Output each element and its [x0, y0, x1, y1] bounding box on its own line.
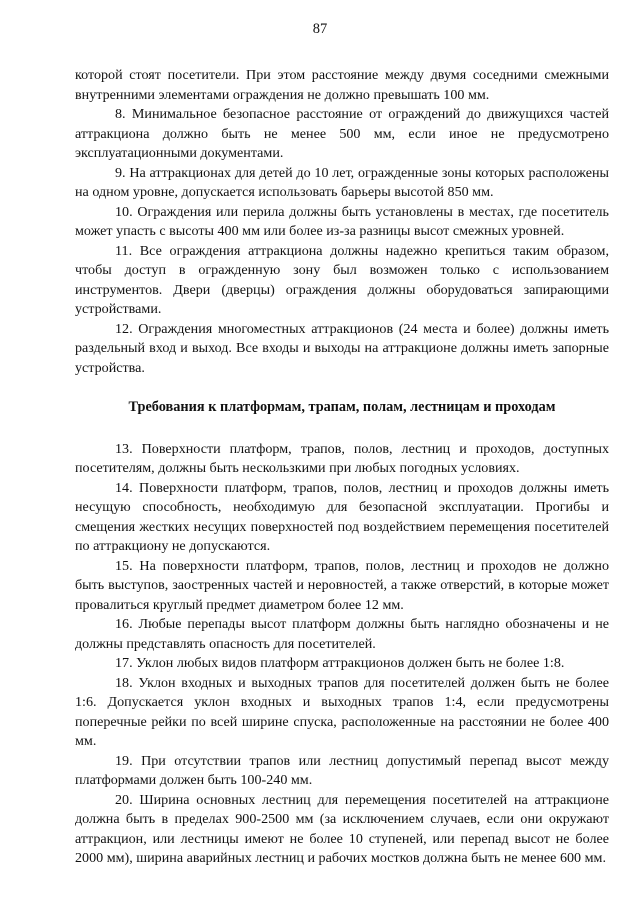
paragraph-item-16: 16. Любые перепады высот платформ должны быть наглядно обозначены и не должны представлять опасность для посетителей. — [75, 616, 609, 652]
paragraph-item-15: 15. На поверхности платформ, трапов, полов, лестниц и проходов не должно быть выступов, заостренных частей и неровностей, а также отверстий, в которые может провалиться круглый предмет диаметром более 12 мм. — [75, 557, 609, 613]
paragraph-item-12: 12. Ограждения многоместных аттракционов (24 места и более) должны иметь раздельный вход и выход. Все входы и выходы на аттракционе должны иметь запорные устройства. — [75, 320, 609, 376]
paragraph-item-9: 9. На аттракционах для детей до 10 лет, огражденные зоны которых расположены на одном уровне, допускается использовать барьеры высотой 850 мм. — [75, 164, 609, 200]
paragraph-item-14: 14. Поверхности платформ, трапов, полов, лестниц и проходов должны иметь несущую способность, необходимую для безопасной эксплуатации. Прогибы и смещения жестких несущих поверхностей под воздействием перемещения посетителей по аттракциону не допускаются. — [75, 479, 609, 554]
paragraph-item-17: 17. Уклон любых видов платформ аттракционов должен быть не более 1:8. — [115, 655, 565, 671]
paragraph-item-11: 11. Все ограждения аттракциона должны надежно крепиться таким образом, чтобы доступ в огражденную зону был возможен только с использованием инструментов. Двери (дверцы) ограждения должны оборудоваться запирающими устройствами. — [75, 242, 609, 317]
paragraph-item-20: 20. Ширина основных лестниц для перемещения посетителей на аттракционе должна быть в пределах 900-2500 мм (за исключением случаев, если они окружают аттракцион, или лестницы имеют не более 10 ступеней, или перепад высот не более 2000 мм), ширина аварийных лестниц и рабочих мостков должна быть не менее 600 мм. — [75, 791, 609, 866]
paragraph-item-19: 19. При отсутствии трапов или лестниц допустимый перепад высот между платформами должен быть 100-240 мм. — [75, 752, 609, 788]
paragraph-item-8: 8. Минимальное безопасное расстояние от ограждений до движущихся частей аттракциона должно быть не менее 500 мм, если иное не предусмотрено эксплуатационными документами. — [75, 106, 609, 161]
section-heading: Требования к платформам, трапам, полам, лестницам и проходам — [128, 399, 556, 415]
paragraph-item-13: 13. Поверхности платформ, трапов, полов, лестниц и проходов, доступных посетителям, должны быть нескользкими при любых погодных условиях. — [75, 440, 609, 476]
page-number: 87 — [312, 21, 328, 37]
paragraph-item-10: 10. Ограждения или перила должны быть установлены в местах, где посетитель может упасть с высоты 400 мм или более из-за разницы высот смежных уровней. — [75, 203, 609, 239]
paragraph-continuation: которой стоят посетители. При этом расстояние между двумя соседними смежными внутренними элементами ограждения не должно превышать 100 мм. — [75, 67, 609, 103]
paragraph-item-18: 18. Уклон входных и выходных трапов для посетителей должен быть не более 1:6. Допускается уклон входных и выходных трапов 1:4, если предусмотрены поперечные рейки по всей ширине спуска, расположенные на расстоянии не более 400 мм. — [75, 674, 609, 749]
document-body — [75, 66, 609, 869]
